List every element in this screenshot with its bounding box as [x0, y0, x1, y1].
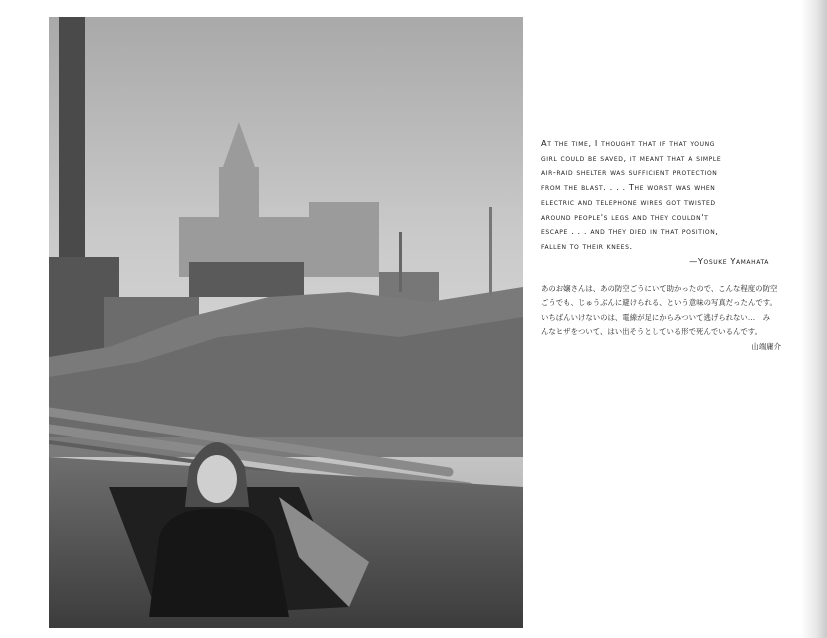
english-caption-line: from the blast. . . . The worst was when	[541, 182, 716, 193]
photo-illustration	[49, 17, 523, 628]
english-caption	[541, 136, 769, 268]
english-caption-line: electric and telephone wires got twisted	[541, 196, 716, 207]
english-caption-line: At the time, I thought that if that young	[541, 138, 715, 148]
english-caption-line: around people's legs and they couldn't	[541, 211, 709, 222]
photograph	[49, 17, 523, 628]
english-caption-line: air-raid shelter was sufficient protection	[541, 167, 718, 178]
japanese-caption	[541, 282, 781, 354]
japanese-attribution: 山端庸介	[751, 341, 781, 351]
english-caption-line: fallen to their knees.	[541, 240, 633, 251]
english-caption-line: escape . . . and they died in that position,	[541, 226, 719, 237]
english-caption-line: girl could be saved, it meant that a simple	[541, 152, 722, 163]
japanese-caption-line: いちばんいけないのは、電線が足にからみついて逃げられない… み	[541, 312, 770, 322]
japanese-caption-line: あのお嬢さんは、あの防空ごうにいて助かったので、こんな程度の防空	[541, 284, 778, 293]
page-edge-shadow	[801, 0, 827, 638]
japanese-caption-line: んなヒザをついて、はい出そうとしている形で死んでいるんです。	[541, 327, 762, 337]
english-attribution: —Yosuke Yamahata	[689, 255, 769, 266]
japanese-caption-line: ごうでも、じゅうぶんに避けられる、という意味の写真だったんです。	[541, 298, 777, 308]
